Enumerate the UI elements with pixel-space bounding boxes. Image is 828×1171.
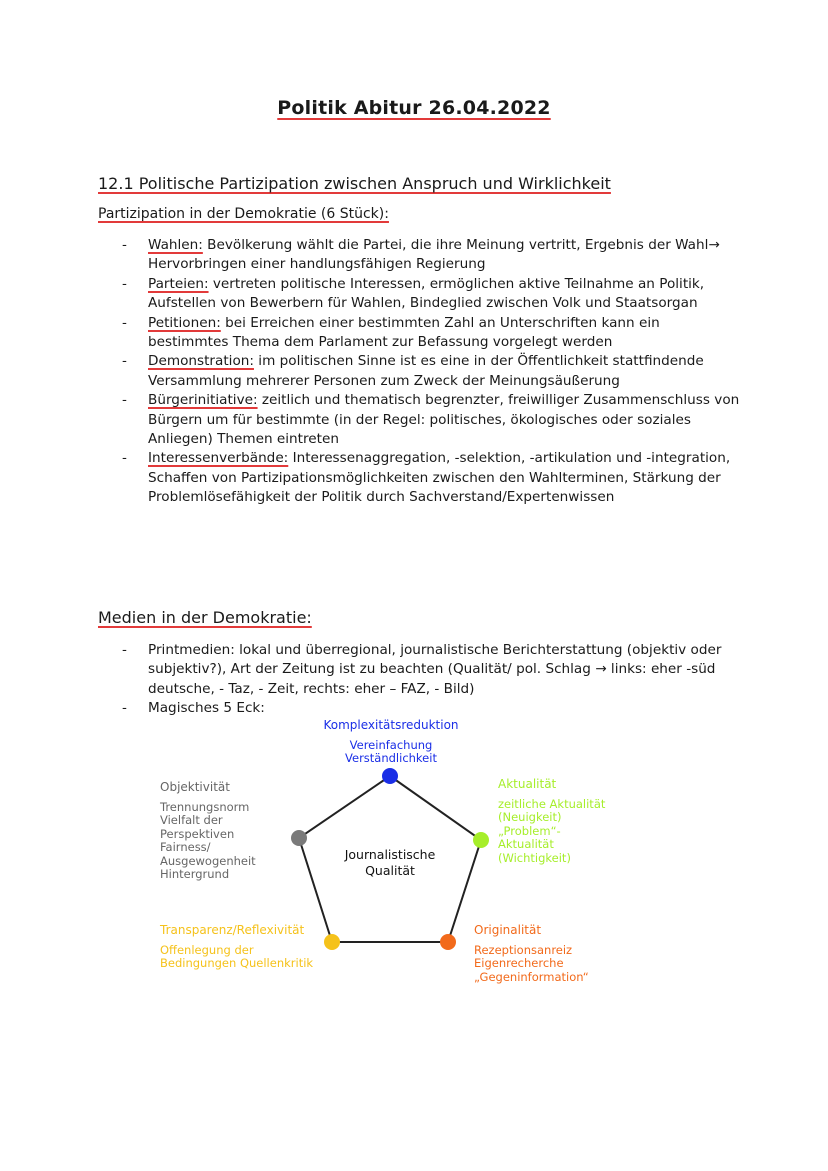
media-list: [120, 641, 740, 719]
list-item-wahlen: [120, 236, 740, 275]
definition: zeitlich und thematisch begrenzter, freiwilliger Zusammenschluss von Bürgern um für bestimmte (in der Regel: politisches, ökologisches oder soziales Anliegen) Themen eintreten: [148, 392, 740, 448]
node-detail: Offenlegung der: [160, 942, 254, 957]
term: Petitionen:: [148, 314, 221, 331]
node-detail: Rezeptionsanreiz: [474, 942, 573, 957]
definition: Bevölkerung wählt die Partei, die ihre Meinung vertritt, Ergebnis der Wahl→ Hervorbringen einer handlungsfähigen Regierung: [148, 237, 720, 273]
node-detail: Vielfalt der: [160, 813, 223, 827]
node-title: Objektivität: [160, 780, 230, 794]
node-detail: Trennungsnorm: [160, 799, 250, 814]
node-detail: Hintergrund: [160, 867, 230, 881]
definition: Interessenaggregation, -selektion, -artikulation und -integration, Schaffen von Partizipationsmöglichkeiten zwischen den Wahlterminen, Stärkung der Problemlösefähigkeit der Politik durch Sachverstand/Expertenwissen: [148, 450, 731, 506]
label-aktualitaet: [498, 778, 605, 865]
media-heading-text: Medien in der Demokratie:: [98, 608, 312, 627]
node-title: Aktualität: [498, 777, 557, 791]
list-item-parteien: [120, 275, 740, 314]
center-label: [330, 847, 450, 879]
page-title: [0, 97, 828, 119]
node-detail: Verständlichkeit: [345, 751, 437, 765]
magic-pentagon-diagram: [0, 710, 828, 1000]
node-title: Transparenz/Reflexivität: [160, 923, 305, 937]
page-title-text: Politik Abitur 26.04.2022: [277, 97, 551, 119]
center-line: Journalistische: [344, 847, 436, 862]
node-detail: Perspektiven: [160, 826, 235, 841]
node-detail: Fairness/: [160, 840, 211, 854]
list-item-petitionen: [120, 314, 740, 353]
label-objektivitaet: [160, 781, 256, 882]
term: Parteien:: [148, 275, 209, 292]
list-item-demonstration: [120, 352, 740, 391]
node-detail: zeitliche Aktualität: [498, 796, 606, 811]
list-item-interessenverbaende: [120, 449, 740, 507]
definition: vertreten politische Interessen, ermöglichen aktive Teilnahme an Politik, Aufstellen von Bewerbern für Wahlen, Bindeglied zwischen Volk und Staatsorgan: [148, 275, 705, 312]
item-text: Magisches 5 Eck:: [148, 700, 265, 717]
node-dot-transparenz: [324, 934, 340, 950]
node-detail: Vereinfachung: [349, 737, 433, 752]
section-heading: [98, 174, 611, 193]
node-dot-aktualitaet: [473, 832, 489, 848]
item-text: Printmedien: lokal und überregional, journalistische Berichterstattung (objektiv oder subjektiv?), Art der Zeitung ist zu beachten (Qualität/ pol. Schlag → links: eher -süd deutsche, - Taz, - Zeit, rechts: eher – FAZ, - Bild): [148, 642, 722, 697]
term: Demonstration:: [148, 353, 254, 370]
participation-subheading: [98, 206, 389, 222]
node-dot-objektivitaet: [291, 830, 307, 846]
definition: bei Erreichen einer bestimmten Zahl an Unterschriften kann ein bestimmtes Thema dem Parlament zur Befassung vorgelegt werden: [148, 314, 660, 351]
node-detail: Bedingungen Quellenkritik: [160, 956, 314, 970]
participation-list: [120, 236, 740, 508]
media-heading: [98, 608, 312, 627]
list-item-buergerinitiative: [120, 391, 740, 449]
node-detail: (Neuigkeit): [498, 810, 562, 824]
node-detail: Eigenrecherche: [474, 956, 564, 970]
node-title: Originalität: [474, 923, 542, 937]
node-detail: Ausgewogenheit: [160, 853, 256, 868]
node-detail: „Gegeninformation“: [474, 969, 589, 984]
center-line: Qualität: [365, 863, 415, 878]
term: Wahlen:: [148, 237, 203, 253]
node-detail: (Wichtigkeit): [498, 850, 571, 865]
label-transparenz: [160, 924, 313, 971]
term: Interessenverbände:: [148, 450, 289, 467]
label-originalitaet: [474, 924, 589, 984]
node-dot-originalitaet: [440, 934, 456, 950]
term: Bürgerinitiative:: [148, 392, 258, 409]
section-heading-text: 12.1 Politische Partizipation zwischen Anspruch und Wirklichkeit: [98, 174, 611, 193]
list-item-printmedien: [120, 641, 740, 699]
participation-subheading-text: Partizipation in der Demokratie (6 Stück):: [98, 206, 389, 222]
node-detail: „Problem“-: [498, 823, 561, 838]
node-dot-komplexitaet: [382, 768, 398, 784]
node-title: Komplexitätsreduktion: [323, 718, 459, 732]
definition: im politischen Sinne ist es eine in der Öffentlichkeit stattfindende Versammlung mehrerer Personen zum Zweck der Meinungsäußerung: [148, 353, 704, 389]
label-komplexitaet: [316, 719, 466, 766]
node-detail: Aktualität: [498, 837, 554, 851]
